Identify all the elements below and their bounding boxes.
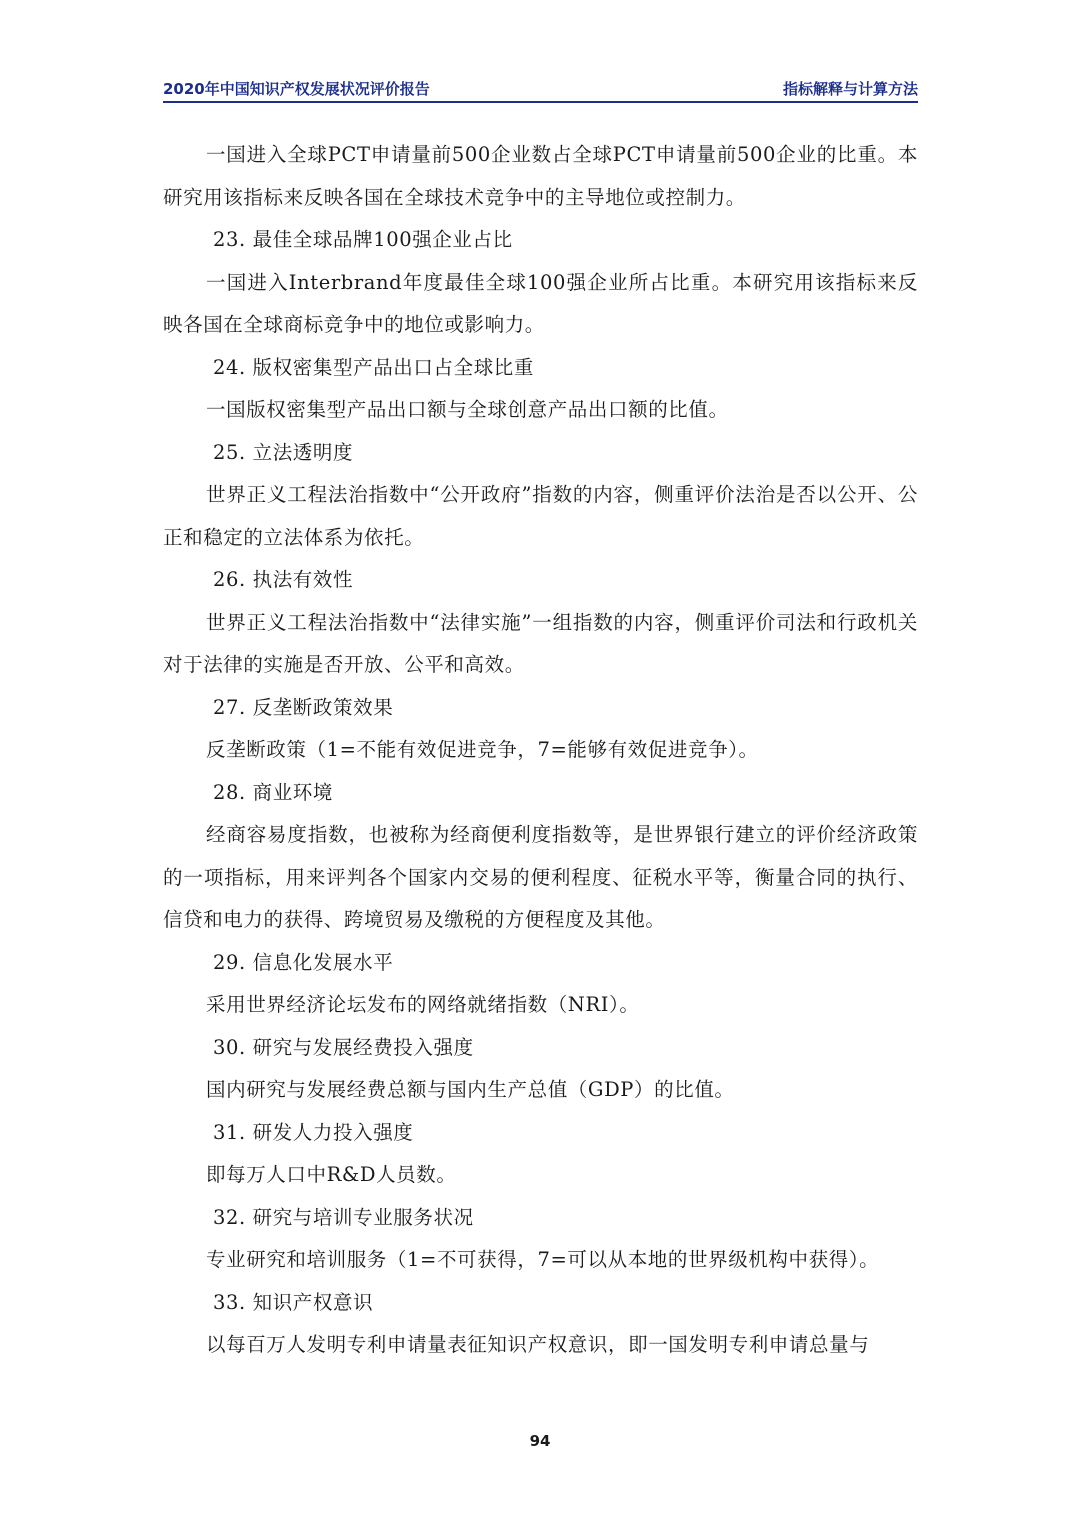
page-number: 94 <box>529 1432 551 1450</box>
section-title: 指标解释与计算方法 <box>782 80 918 98</box>
body-paragraph: 经商容易度指数，也被称为经商便利度指数等，是世界银行建立的评价经济政策的一项指标，用来评判各个国家内交易的便利程度、征税水平等，衡量合同的执行、信贷和电力的获得、跨境贸易及缴税的方便程度及其他。 <box>163 823 918 931</box>
section-heading: 29. 信息化发展水平 <box>213 950 394 974</box>
body-paragraph: 以每百万人发明专利申请量表征知识产权意识，即一国发明专利申请总量与 <box>206 1333 870 1356</box>
section-heading: 30. 研究与发展经费投入强度 <box>213 1035 474 1059</box>
section-heading: 24. 版权密集型产品出口占全球比重 <box>213 355 535 379</box>
body-paragraph: 一国进入全球PCT申请量前500企业数占全球PCT申请量前500企业的比重。本研究用该指标来反映各国在全球技术竞争中的主导地位或控制力。 <box>163 143 918 209</box>
section-heading: 27. 反垄断政策效果 <box>213 695 394 719</box>
section-heading: 28. 商业环境 <box>213 780 334 804</box>
section-heading: 23. 最佳全球品牌100强企业占比 <box>213 228 513 251</box>
section-heading: 32. 研究与培训专业服务状况 <box>213 1205 474 1229</box>
document-body <box>163 134 918 1367</box>
section-heading: 31. 研发人力投入强度 <box>213 1120 414 1144</box>
body-paragraph: 国内研究与发展经费总额与国内生产总值（GDP）的比值。 <box>206 1078 735 1101</box>
body-paragraph: 一国版权密集型产品出口额与全球创意产品出口额的比值。 <box>206 398 729 421</box>
header-divider <box>163 101 918 103</box>
section-heading: 33. 知识产权意识 <box>213 1290 374 1314</box>
body-paragraph: 世界正义工程法治指数中“公开政府”指数的内容，侧重评价法治是否以公开、公正和稳定的立法体系为依托。 <box>163 483 918 549</box>
body-paragraph: 专业研究和培训服务（1=不可获得，7=可以从本地的世界级机构中获得）。 <box>206 1248 880 1271</box>
body-paragraph: 采用世界经济论坛发布的网络就绪指数（NRI）。 <box>206 993 640 1016</box>
section-heading: 25. 立法透明度 <box>213 440 354 464</box>
body-paragraph: 即每万人口中R&D人员数。 <box>206 1163 457 1186</box>
body-paragraph: 世界正义工程法治指数中“法律实施”一组指数的内容，侧重评价司法和行政机关对于法律的实施是否开放、公平和高效。 <box>163 610 918 676</box>
section-heading: 26. 执法有效性 <box>213 568 354 591</box>
page-header <box>163 74 918 104</box>
report-title: 2020年中国知识产权发展状况评价报告 <box>163 80 430 98</box>
body-paragraph: 一国进入Interbrand年度最佳全球100强企业所占比重。本研究用该指标来反映各国在全球商标竞争中的地位或影响力。 <box>163 270 918 336</box>
body-paragraph: 反垄断政策（1=不能有效促进竞争，7=能够有效促进竞争）。 <box>206 738 759 761</box>
